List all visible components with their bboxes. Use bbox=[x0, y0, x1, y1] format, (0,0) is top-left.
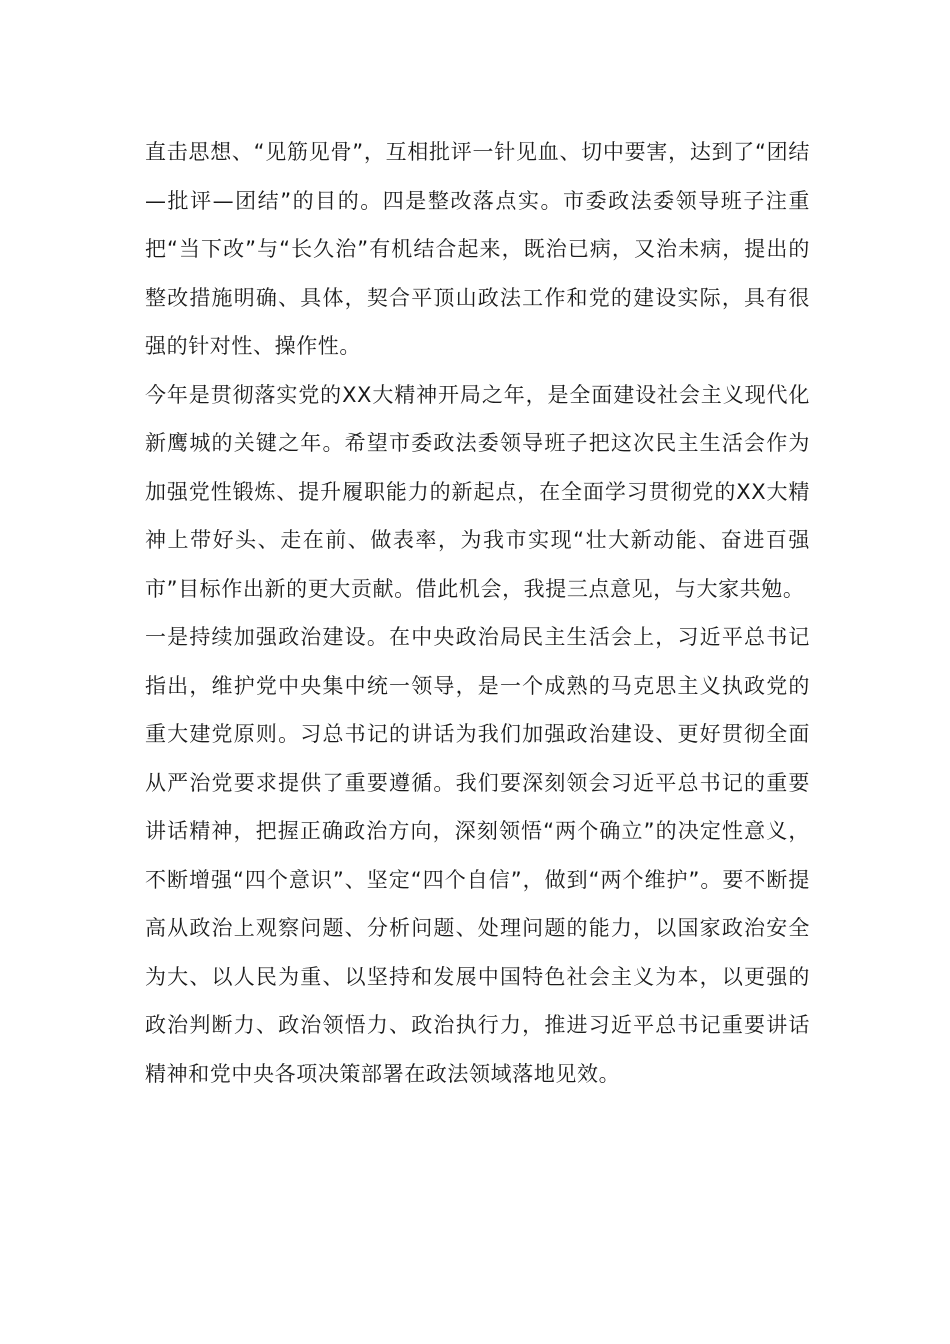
document-body bbox=[145, 128, 810, 1098]
paragraph-2: 今年是贯彻落实党的XX大精神开局之年，是全面建设社会主义现代化新鹰城的关键之年。希望市委政法委领导班子把这次民主生活会作为加强党性锻炼、提升履职能力的新起点，在全面学习贯彻党的XX大精神上带好头、走在前、做表率，为我市实现“壮大新动能、奋进百强市”目标作出新的更大贡献。借此机会，我提三点意见，与大家共勉。 bbox=[145, 382, 810, 601]
paragraph-1: 直击思想、“见筋见骨”，互相批评一针见血、切中要害，达到了“团结—批评—团结”的目的。四是整改落点实。市委政法委领导班子注重把“当下改”与“长久治”有机结合起来，既治已病，又治未病，提出的整改措施明确、具体，契合平顶山政法工作和党的建设实际，具有很强的针对性、操作性。 bbox=[145, 140, 810, 358]
paragraph-3: 一是持续加强政治建设。在中央政治局民主生活会上，习近平总书记指出，维护党中央集中统一领导，是一个成熟的马克思主义执政党的重大建党原则。习总书记的讲话为我们加强政治建设、更好贯彻全面从严治党要求提供了重要遵循。我们要深刻领会习近平总书记的重要讲话精神，把握正确政治方向，深刻领悟“两个确立”的决定性意义，不断增强“四个意识”、坚定“四个自信”，做到“两个维护”。要不断提高从政治上观察问题、分析问题、处理问题的能力，以国家政治安全为大、以人民为重、以坚持和发展中国特色社会主义为本，以更强的政治判断力、政治领悟力、政治执行力，推进习近平总书记重要讲话精神和党中央各项决策部署在政法领域落地见效。 bbox=[145, 625, 810, 1086]
